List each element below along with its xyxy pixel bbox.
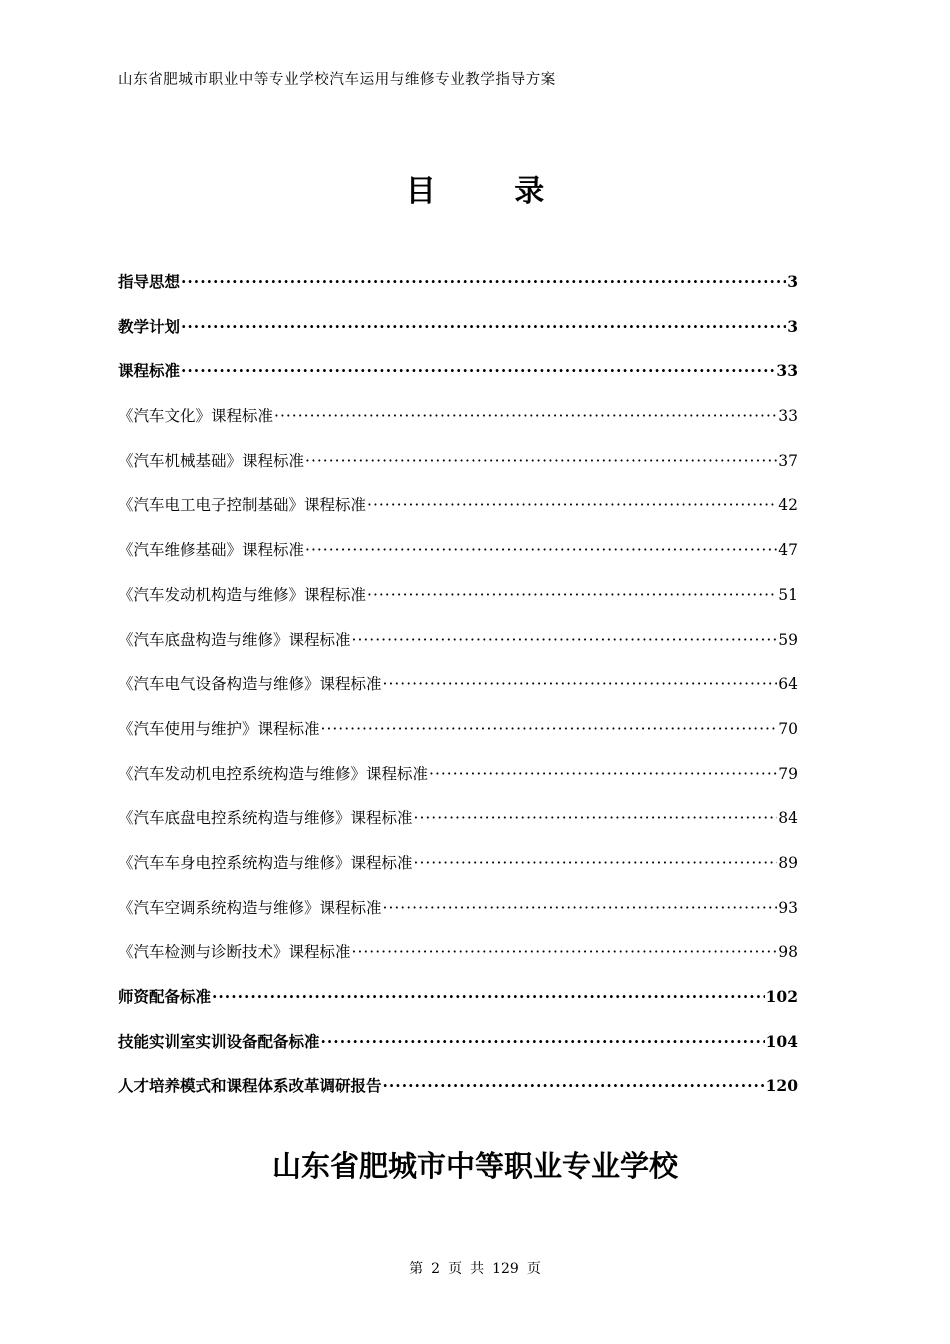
toc-dot-leader: [274, 402, 777, 430]
toc-entry-label: 《汽车空调系统构造与维修》课程标准: [118, 898, 382, 917]
toc-entry[interactable]: [118, 938, 798, 983]
toc-entry-label: 《汽车文化》课程标准: [118, 407, 274, 426]
toc-entry[interactable]: [118, 447, 798, 492]
toc-entry-page: 79: [778, 764, 798, 783]
footer-suffix: 页: [526, 1261, 541, 1277]
toc-entry-page: 59: [778, 630, 798, 649]
toc-entry-label: 《汽车维修基础》课程标准: [118, 541, 305, 560]
toc-entry[interactable]: [118, 894, 798, 939]
toc-entry-page: 42: [778, 496, 798, 515]
toc-entry-page: 89: [778, 853, 798, 872]
toc-entry-label: 《汽车使用与维护》课程标准: [118, 719, 320, 738]
toc-entry[interactable]: [118, 581, 798, 626]
toc-entry[interactable]: [118, 491, 798, 536]
toc-dot-leader: [383, 670, 778, 698]
toc-entry-label: 《汽车电工电子控制基础》课程标准: [118, 496, 367, 515]
toc-dot-leader: [383, 1072, 765, 1100]
toc-dot-leader: [414, 804, 778, 832]
toc-entry-page: 120: [765, 1076, 798, 1096]
footer-prefix: 第: [409, 1261, 424, 1277]
toc-entry-label: 《汽车底盘电控系统构造与维修》课程标准: [118, 809, 413, 828]
footer-page-word: 页: [448, 1261, 463, 1277]
toc-dot-leader: [352, 626, 778, 654]
toc-entry-page: 37: [778, 451, 798, 470]
toc-dot-leader: [181, 313, 786, 341]
toc-dot-leader: [414, 849, 778, 877]
toc-dot-leader: [429, 760, 777, 788]
toc-entry[interactable]: [118, 357, 798, 402]
toc-dot-leader: [181, 357, 775, 385]
toc-entry-label: 指导思想: [118, 272, 181, 291]
toc-entry[interactable]: [118, 626, 798, 671]
toc-dot-leader: [367, 491, 777, 519]
toc-entry-label: 《汽车发动机电控系统构造与维修》课程标准: [118, 764, 429, 783]
toc-dot-leader: [383, 894, 778, 922]
toc-entry[interactable]: [118, 760, 798, 805]
toc-entry-label: 《汽车机械基础》课程标准: [118, 451, 305, 470]
toc-entry-page: 33: [776, 361, 798, 381]
toc-entry-label: 《汽车底盘构造与维修》课程标准: [118, 630, 351, 649]
toc-entry-label: 技能实训室实训设备配备标准: [118, 1031, 320, 1051]
toc-entry-page: 47: [778, 541, 798, 560]
toc-entry[interactable]: [118, 1028, 798, 1073]
toc-entry-page: 104: [765, 1031, 798, 1051]
toc-entry-page: 70: [778, 719, 798, 738]
table-of-contents: [118, 268, 798, 1117]
school-name: 山东省肥城市中等职业专业学校: [271, 1149, 678, 1183]
toc-title: 目 录: [405, 174, 579, 209]
footer-current-page: 2: [431, 1261, 441, 1277]
toc-entry[interactable]: [118, 670, 798, 715]
page-footer: [0, 1258, 950, 1278]
toc-entry-label: 《汽车检测与诊断技术》课程标准: [118, 943, 351, 962]
toc-dot-leader: [321, 1028, 765, 1056]
toc-entry[interactable]: [118, 715, 798, 760]
toc-entry-page: 3: [787, 316, 798, 336]
toc-entry-page: 51: [778, 585, 798, 604]
toc-dot-leader: [181, 268, 786, 296]
toc-entry[interactable]: [118, 983, 798, 1028]
footer-total-word: 共: [470, 1261, 485, 1277]
toc-entry[interactable]: [118, 268, 798, 313]
toc-entry-page: 64: [778, 675, 798, 694]
toc-dot-leader: [352, 938, 778, 966]
toc-entry-page: 98: [778, 943, 798, 962]
running-header: 山东省肥城市职业中等专业学校汽车运用与维修专业教学指导方案: [118, 72, 556, 88]
toc-entry-page: 33: [778, 407, 798, 426]
toc-entry-label: 师资配备标准: [118, 987, 212, 1006]
toc-entry[interactable]: [118, 849, 798, 894]
toc-dot-leader: [212, 983, 765, 1011]
toc-entry-page: 102: [765, 987, 798, 1006]
toc-entry[interactable]: [118, 313, 798, 358]
toc-dot-leader: [305, 536, 777, 564]
toc-entry[interactable]: [118, 1072, 798, 1117]
toc-entry-label: 《汽车发动机构造与维修》课程标准: [118, 585, 367, 604]
toc-dot-leader: [321, 715, 778, 743]
toc-entry[interactable]: [118, 804, 798, 849]
toc-entry-page: 93: [778, 898, 798, 917]
toc-entry-page: 84: [778, 809, 798, 828]
toc-entry[interactable]: [118, 536, 798, 581]
toc-entry-label: 《汽车车身电控系统构造与维修》课程标准: [118, 853, 413, 872]
toc-entry-label: 人才培养模式和课程体系改革调研报告: [118, 1076, 382, 1096]
toc-entry-label: 课程标准: [118, 361, 181, 381]
toc-dot-leader: [305, 447, 777, 475]
toc-dot-leader: [367, 581, 777, 609]
toc-entry-label: 教学计划: [118, 316, 181, 336]
toc-entry-label: 《汽车电气设备构造与维修》课程标准: [118, 675, 382, 694]
toc-entry[interactable]: [118, 402, 798, 447]
footer-total-pages: 129: [492, 1261, 519, 1277]
toc-entry-page: 3: [787, 272, 798, 291]
